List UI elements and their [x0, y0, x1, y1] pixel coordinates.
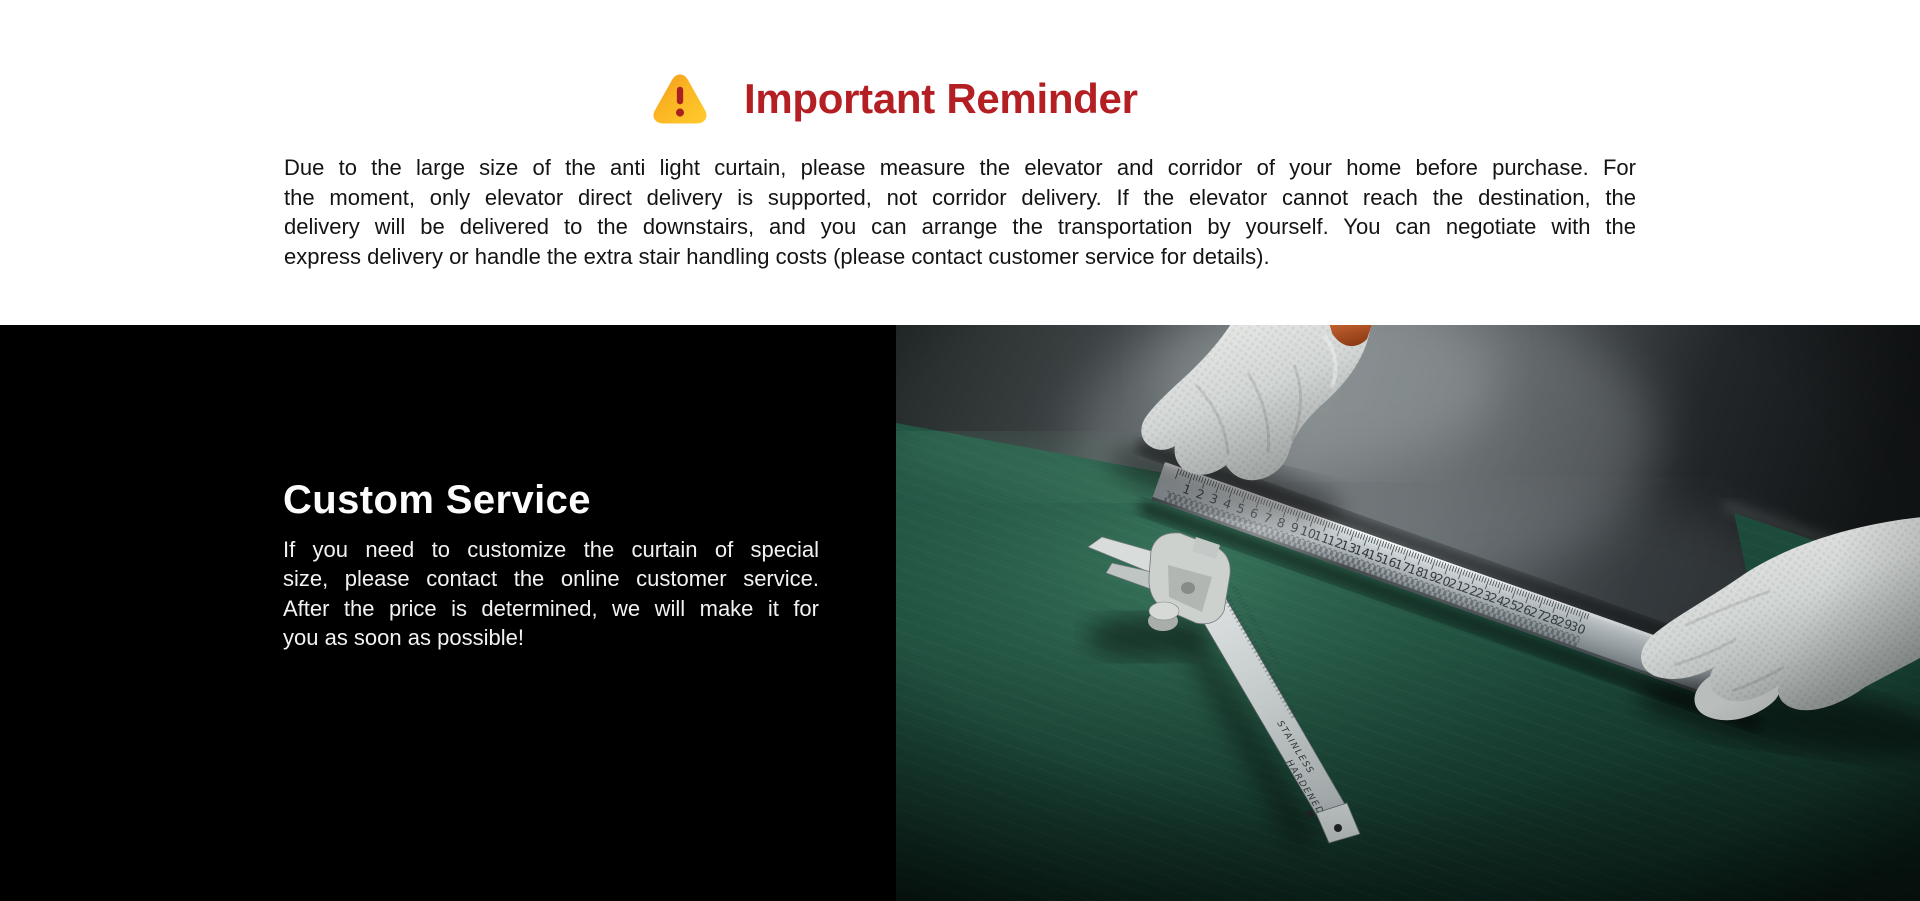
reminder-body-line: the moment, only elevator direct delivery is supported, not corridor delivery. If the elevator cannot reach the destination, the	[284, 184, 1636, 210]
reminder-title: Important Reminder	[744, 75, 1138, 122]
reminder-section	[0, 0, 1920, 325]
custom-service-line: size, please contact the online customer service.	[283, 566, 819, 592]
custom-service-line: After the price is determined, we will make it for	[283, 595, 819, 621]
custom-service-line: If you need to customize the curtain of special	[283, 537, 819, 562]
photo-vignette	[896, 325, 1920, 901]
custom-service-body	[283, 535, 819, 653]
measuring-photo	[896, 325, 1920, 901]
warning-icon	[652, 70, 708, 128]
custom-service-line: you as soon as possible!	[283, 625, 524, 651]
reminder-body-line: Due to the large size of the anti light curtain, please measure the elevator and corridor of your home before purchase. For	[284, 155, 1636, 180]
custom-service-heading: Custom Service	[283, 478, 591, 522]
reminder-body-line: delivery will be delivered to the downstairs, and you can arrange the transportation by yourself. You can negotiate with the	[284, 214, 1636, 239]
reminder-body-line: express delivery or handle the extra stair handling costs (please contact customer service for details).	[284, 243, 1270, 269]
reminder-header	[652, 70, 1138, 128]
reminder-body	[284, 153, 1636, 271]
